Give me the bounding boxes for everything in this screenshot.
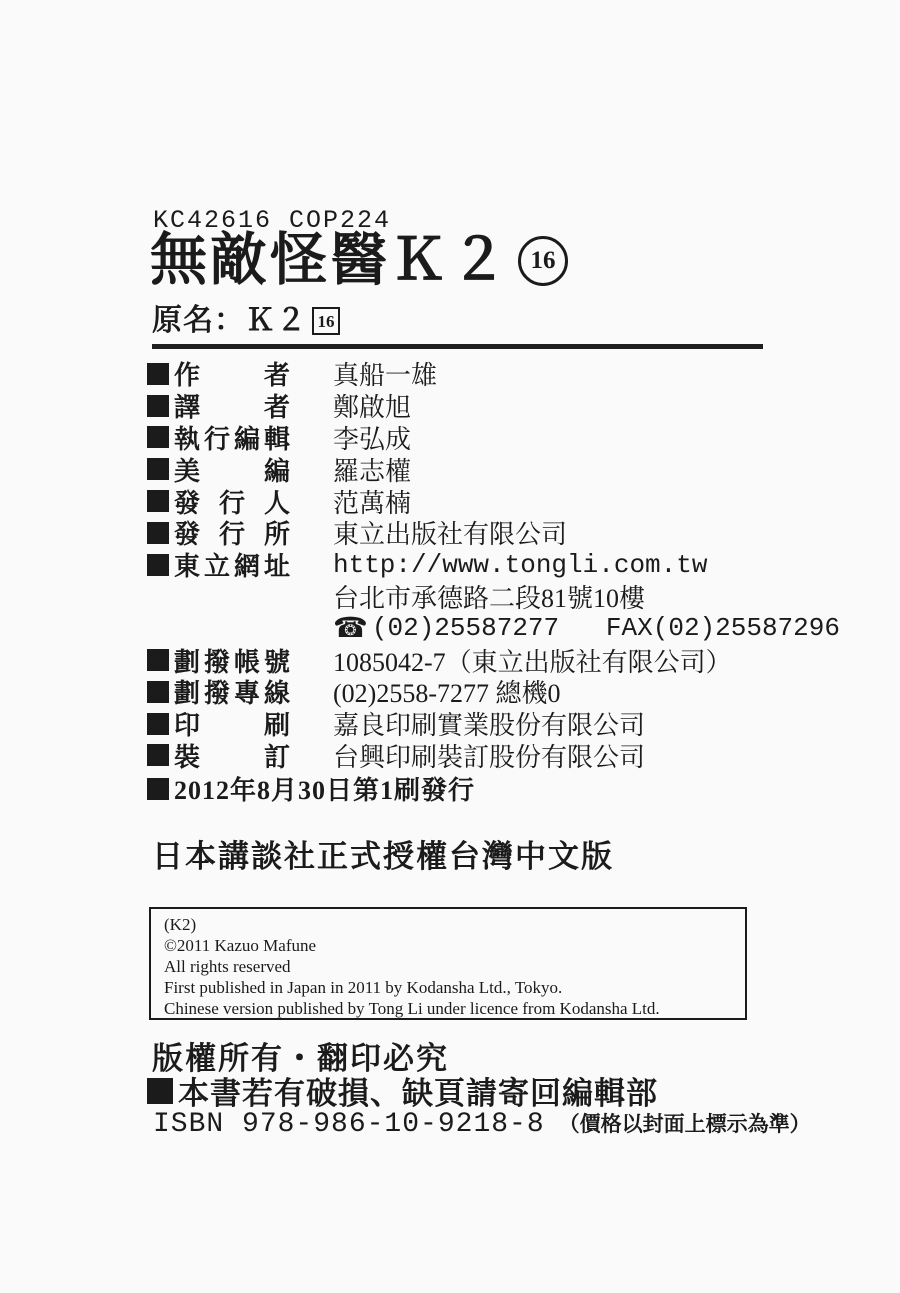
credit-label: 美編	[174, 456, 290, 486]
credit-value: 1085042-7（東立出版社有限公司）	[333, 647, 732, 677]
square-bullet-icon	[147, 522, 169, 544]
credit-label: 印刷	[174, 711, 290, 741]
damage-return-line	[147, 1068, 658, 1113]
volume-box-badge: 16	[312, 307, 340, 335]
credit-value: 真船一雄	[333, 361, 438, 391]
copyright-line-first-published: First published in Japan in 2011 by Kodansha Ltd., Tokyo.	[164, 978, 563, 997]
credit-label: 作者	[174, 361, 290, 391]
credit-label: 裝訂	[174, 742, 290, 772]
square-bullet-icon	[147, 426, 169, 448]
credit-value: 李弘成	[333, 425, 412, 454]
square-bullet-icon	[147, 713, 169, 735]
license-statement: 日本講談社正式授權台灣中文版	[152, 839, 614, 874]
square-bullet-icon	[147, 363, 169, 385]
credit-value: 范萬楠	[333, 488, 412, 518]
all-rights-reserved-line: 版權所有・翻印必究	[152, 1041, 449, 1076]
book-title-text: 無敵怪醫Ｋ２	[150, 229, 510, 292]
credit-value: 羅志權	[333, 456, 412, 486]
credit-row-executive-editor	[147, 422, 840, 454]
credit-row-publisher-person	[147, 485, 840, 517]
divider-rule	[152, 344, 763, 349]
credit-row-art-editor	[147, 453, 840, 485]
isbn-number: ISBN 978-986-10-9218-8	[153, 1109, 545, 1140]
publisher-address-row	[147, 581, 840, 613]
telephone-icon: ☎	[333, 613, 368, 645]
credit-row-publisher-company	[147, 517, 840, 549]
edition-row	[147, 771, 840, 806]
copyright-line-title: (K2)	[164, 915, 197, 934]
website-url: http://www.tongli.com.tw	[333, 549, 708, 580]
credit-value: 鄭啟旭	[333, 393, 412, 423]
credit-row-postal-hotline	[147, 676, 840, 708]
credit-label: 發行人	[174, 488, 290, 518]
publisher-phone-row	[147, 612, 840, 644]
book-title	[150, 229, 568, 292]
credit-value: 台興印刷裝訂股份有限公司	[333, 742, 646, 772]
credit-label: 東立網址	[174, 552, 290, 582]
square-bullet-icon	[147, 490, 169, 512]
credit-row-website	[147, 549, 840, 581]
publisher-address: 台北市承德路二段81號10樓	[333, 583, 646, 613]
credit-value: 嘉良印刷實業股份有限公司	[333, 711, 646, 741]
credit-label: 譯者	[174, 393, 290, 423]
credit-label: 劃撥帳號	[174, 647, 290, 677]
square-bullet-icon	[147, 778, 169, 800]
copyright-line-author: ©2011 Kazuo Mafune	[164, 936, 317, 955]
price-note: （價格以封面上標示為準）	[558, 1112, 811, 1136]
credit-row-binder	[147, 740, 840, 772]
edition-date: 2012年8月30日第1刷發行	[174, 776, 476, 806]
square-bullet-icon	[147, 649, 169, 671]
original-title	[152, 306, 340, 336]
copyright-box	[149, 907, 747, 1020]
square-bullet-icon	[147, 458, 169, 480]
square-bullet-icon	[147, 395, 169, 417]
square-bullet-icon	[147, 681, 169, 703]
isbn-line	[153, 1108, 811, 1140]
credit-label: 執行編輯	[174, 425, 290, 454]
volume-circle-badge: 16	[518, 236, 568, 286]
credit-label: 發行所	[174, 520, 290, 550]
copyright-line-rights: All rights reserved	[164, 957, 291, 976]
square-bullet-icon	[147, 744, 169, 766]
credit-row-translator	[147, 390, 840, 422]
square-bullet-icon	[147, 1078, 173, 1104]
credit-value: (02)2558-7277 總機0	[333, 679, 561, 709]
catalog-code: KC42616 COP224	[153, 206, 392, 235]
credit-value: 東立出版社有限公司	[333, 520, 568, 550]
credit-row-postal-account	[147, 644, 840, 676]
publisher-phone-fax: (02)25587277 FAX(02)25587296	[371, 613, 840, 644]
credit-row-author	[147, 358, 840, 390]
credits-list	[147, 358, 840, 806]
square-bullet-icon	[147, 554, 169, 576]
original-title-text: 原名：Ｋ２	[152, 304, 307, 337]
copyright-line-chinese-version: Chinese version published by Tong Li under licence from Kodansha Ltd.	[164, 999, 660, 1018]
credit-label: 劃撥專線	[174, 679, 290, 709]
damage-return-text: 本書若有破損、缺頁請寄回編輯部	[178, 1076, 658, 1111]
credit-row-printer	[147, 708, 840, 740]
